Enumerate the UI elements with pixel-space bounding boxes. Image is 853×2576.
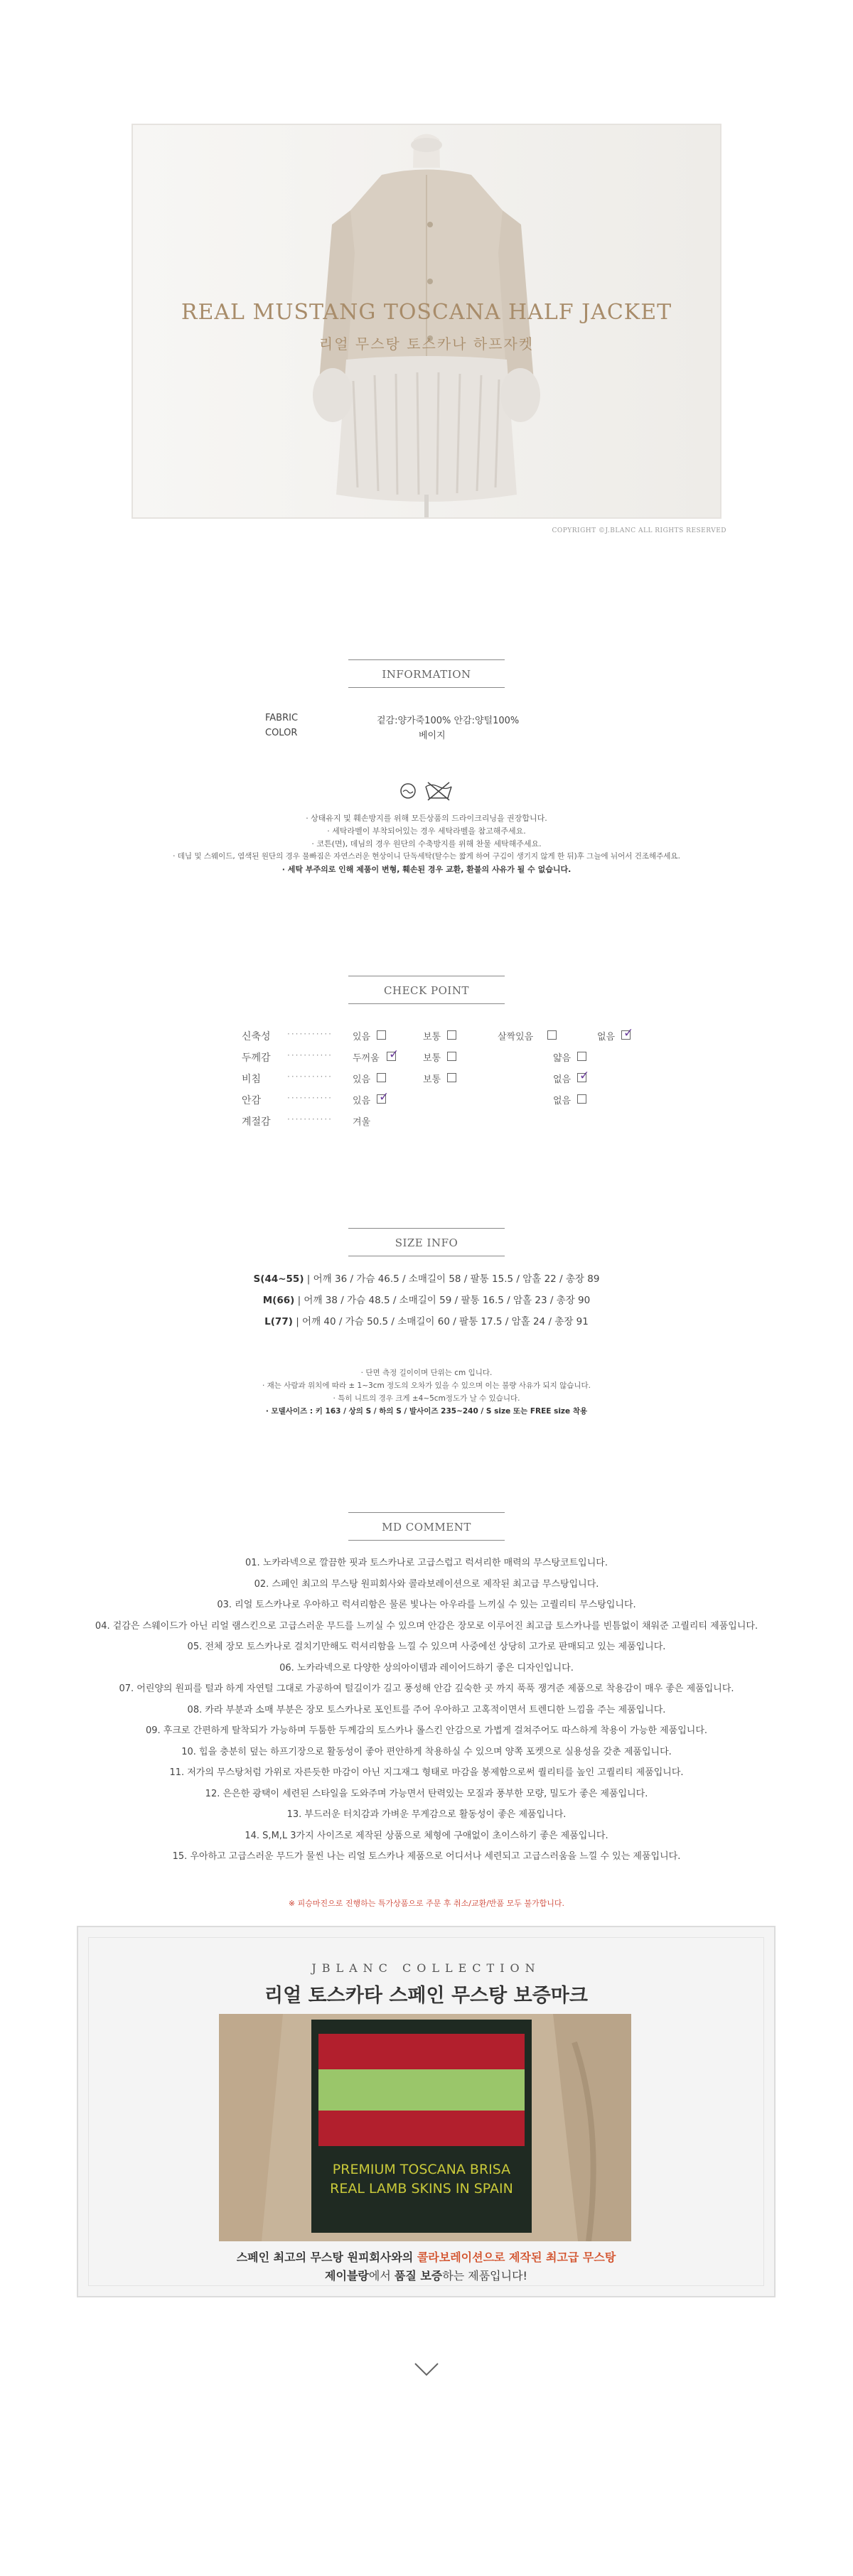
copyright-text: COPYRIGHT ©J.BLANC ALL RIGHTS RESERVED xyxy=(552,527,726,534)
md-comment-line: 15. 우아하고 고급스러운 무드가 물씬 나는 리얼 토스카나 제품으로 어디서나 세련되고 고급스러움을 느낄 수 있는 제품입니다. xyxy=(172,1851,681,1862)
section-title-check-point: CHECK POINT xyxy=(348,976,505,1004)
size-row-m xyxy=(0,1292,853,1306)
checkbox[interactable] xyxy=(577,1052,586,1061)
check-label: 비침 xyxy=(242,1074,262,1085)
md-comment-line: 01. 노카라넥으로 깔끔한 핏과 토스카나로 고급스럽고 럭셔리한 매력의 무스탕코트입니다. xyxy=(245,1558,608,1568)
md-comment-line: 11. 저가의 무스탕처럼 가위로 자른듯한 마감이 아닌 지그재그 형태로 마감을 봉제함으로써 퀄리티를 높인 고퀄리티 제품입니다. xyxy=(169,1767,684,1778)
checkbox-checked[interactable] xyxy=(621,1026,634,1040)
checkbox-checked[interactable] xyxy=(577,1069,590,1083)
desc-highlight: 콜라보레이션으로 제작된 최고급 무스탕 xyxy=(417,2251,616,2264)
hero-subtitle: 리얼 무스탕 토스카나 하프자켓 xyxy=(318,335,535,352)
check-dots: ··········· xyxy=(287,1114,333,1124)
size-detail: | 어깨 36 / 가슴 46.5 / 소매길이 58 / 팔통 15.5 / 암홀 22 / 총장 89 xyxy=(306,1273,600,1285)
desc-strong: 품질 보증 xyxy=(394,2269,443,2283)
md-comment-line: 07. 어린양의 원피를 털과 하게 자연털 그대로 가공하여 털길이가 길고 풍성해 안감 깊숙한 곳 까지 푹푹 쟁겨준 제품으로 착용감이 매우 좋은 제품입니다. xyxy=(119,1683,734,1694)
md-comment-line: 02. 스페인 최고의 무스탕 원피회사와 콜라보레이션으로 제작된 최고급 무스탕입니다. xyxy=(254,1578,599,1590)
check-option: 없음 xyxy=(553,1074,572,1085)
md-warning: ※ 피승마진으로 진행하는 특가상품으로 주문 후 취소/교환/반품 모두 불가합니다. xyxy=(288,1899,565,1908)
desc-post: 하는 제품입니다! xyxy=(442,2269,527,2283)
check-option: 두꺼움 xyxy=(353,1053,380,1064)
size-label: L(77) xyxy=(264,1316,293,1327)
guarantee-desc-line1 xyxy=(78,2248,774,2265)
size-note-2: · 재는 사람과 위치에 따라 ± 1~3cm 정도의 오차가 있을 수 있으며 이는 불량 사유가 되지 않습니다. xyxy=(262,1381,591,1390)
checkbox-checked[interactable] xyxy=(387,1047,399,1062)
section-title-information: INFORMATION xyxy=(348,659,505,688)
care-note-5: · 세탁 부주의로 인해 제품이 변형, 훼손된 경우 교환, 환불의 사유가 될 수 없습니다. xyxy=(281,865,572,874)
guarantee-label-photo xyxy=(219,2014,631,2241)
check-dots: ··········· xyxy=(287,1029,333,1039)
check-dots: ··········· xyxy=(287,1072,333,1082)
check-option: 얇음 xyxy=(553,1053,572,1064)
size-label: M(66) xyxy=(262,1295,295,1306)
checkbox[interactable] xyxy=(547,1030,557,1040)
label-text-line1: PREMIUM TOSCANA BRISA xyxy=(332,2162,511,2177)
section-title-md-comment: MD COMMENT xyxy=(348,1512,505,1541)
guarantee-panel xyxy=(77,1926,776,2297)
md-comment-line: 14. S,M,L 3가지 사이즈로 제작된 상품으로 체형에 구애없이 초이스하기 좋은 제품입니다. xyxy=(245,1830,608,1841)
checkbox[interactable] xyxy=(447,1052,456,1061)
check-option: 있음 xyxy=(353,1032,371,1042)
size-detail: | 어깨 38 / 가슴 48.5 / 소매길이 59 / 팔통 16.5 / 암홀 23 / 총장 90 xyxy=(297,1295,591,1306)
dryclean-icon xyxy=(399,782,417,799)
check-label: 계절감 xyxy=(242,1116,271,1128)
check-label: 두께감 xyxy=(242,1052,271,1064)
check-label: 신축성 xyxy=(242,1031,271,1042)
md-comment-line: 04. 겉감은 스웨이드가 아닌 리얼 램스킨으로 고급스러운 무드를 느끼실 수 있으며 안감은 장모로 이루어진 최고급 토스카나를 빈틈없이 채워준 고퀄리티 제품입니다. xyxy=(95,1620,758,1632)
chevron-down-icon[interactable] xyxy=(412,2361,441,2378)
desc-pre: 스페인 최고의 무스탕 원피회사와의 xyxy=(236,2251,417,2264)
checkbox[interactable] xyxy=(447,1073,456,1082)
md-comment-line: 09. 후크로 간편하게 탈착되가 가능하며 두툼한 두께감의 토스카나 롤스킨 안감으로 가볍게 걸쳐주어도 따스하게 착용이 가능한 제품입니다. xyxy=(145,1725,708,1736)
md-comment-line: 08. 카라 부분과 소매 부분은 장모 토스카나로 포인트를 주어 우아하고 고혹적이면서 트렌디한 느낌을 주는 제품입니다. xyxy=(187,1704,666,1715)
size-row-s xyxy=(0,1271,853,1285)
color-label: COLOR xyxy=(265,728,298,738)
care-note-3: · 코튼(면), 데님의 경우 원단의 수축방지를 위해 찬물 세탁해주세요. xyxy=(311,839,542,848)
hero-image xyxy=(132,124,721,519)
checkmark-icon: ✓ xyxy=(579,1069,590,1083)
md-comment-line: 12. 은은한 광택이 세련된 스타일을 도와주며 가능면서 탄력있는 모질과 풍부한 모량, 밀도가 좋은 제품입니다. xyxy=(205,1788,648,1799)
size-note-1: · 단면 측정 길이이며 단위는 cm 입니다. xyxy=(360,1369,493,1377)
check-dots: ··········· xyxy=(287,1050,333,1060)
care-note-2: · 세탁라벨이 부착되어있는 경우 세탁라벨을 참고해주세요. xyxy=(327,826,526,836)
check-option: 보통 xyxy=(423,1032,441,1042)
guarantee-title: 리얼 토스카타 스페인 무스탕 보증마크 xyxy=(264,1985,588,2007)
label-text-line2: REAL LAMB SKINS IN SPAIN xyxy=(330,2181,513,2197)
check-label: 안감 xyxy=(242,1095,262,1106)
fabric-value: 겉감:양가죽100% 안감:양털100% xyxy=(377,716,520,726)
desc-mid: 에서 xyxy=(368,2269,395,2283)
checkmark-icon: ✓ xyxy=(623,1026,634,1040)
check-option: 보통 xyxy=(423,1074,441,1085)
checkmark-icon: ✓ xyxy=(389,1047,399,1062)
desc-brand: 제이블랑 xyxy=(325,2269,369,2283)
md-comment-line: 05. 전체 장모 토스카나로 걸치기만해도 럭셔리함을 느낄 수 있으며 사중에선 상당히 고가로 판매되고 있는 제품입니다. xyxy=(187,1642,666,1652)
checkbox[interactable] xyxy=(377,1073,386,1082)
size-detail: | 어깨 40 / 가슴 50.5 / 소매길이 60 / 팔통 17.5 / 암홀 24 / 총장 91 xyxy=(296,1316,589,1327)
care-note-1: · 상태유지 및 훼손방지를 위해 모든상품의 드라이크리닝을 권장합니다. xyxy=(306,814,547,823)
size-note-3: · 특히 니트의 경우 크게 ±4~5cm정도가 날 수 있습니다. xyxy=(333,1394,520,1403)
checkbox[interactable] xyxy=(447,1030,456,1040)
checkbox-checked[interactable] xyxy=(377,1090,390,1104)
check-option: 없음 xyxy=(553,1096,572,1106)
checkbox[interactable] xyxy=(577,1094,586,1104)
checkbox[interactable] xyxy=(377,1030,386,1040)
check-option: 있음 xyxy=(353,1096,371,1106)
hero-title: REAL MUSTANG TOSCANA HALF JACKET xyxy=(181,300,672,325)
md-comment-line: 13. 부드러운 터치감과 가벼운 무게감으로 활동성이 좋은 제품입니다. xyxy=(286,1809,567,1820)
check-option: 겨울 xyxy=(353,1117,371,1128)
size-note-4: · 모델사이즈 : 키 163 / 상의 S / 하의 S / 발사이즈 235~240 / S size 또는 FREE size 착용 xyxy=(265,1407,588,1416)
check-option: 있음 xyxy=(353,1074,371,1085)
section-title-size-info: SIZE INFO xyxy=(348,1228,505,1256)
color-value: 베이지 xyxy=(419,731,446,741)
no-wash-icon xyxy=(424,781,454,801)
check-option: 없음 xyxy=(597,1032,616,1042)
check-option: 살짝있음 xyxy=(498,1032,534,1042)
size-label: S(44~55) xyxy=(253,1273,304,1285)
check-dots: ··········· xyxy=(287,1093,333,1103)
guarantee-desc-line2 xyxy=(78,2267,774,2283)
check-option: 보통 xyxy=(423,1053,441,1064)
checkmark-icon: ✓ xyxy=(379,1090,390,1104)
md-comment-line: 10. 힙을 충분히 덮는 하프기장으로 활동성이 좋아 편안하게 착용하실 수 있으며 양쪽 포켓으로 실용성을 갖춘 제품입니다. xyxy=(181,1746,672,1757)
size-row-l xyxy=(0,1313,853,1327)
fabric-label: FABRIC xyxy=(265,713,299,723)
collection-label: JBLANC COLLECTION xyxy=(311,1961,541,1975)
care-note-4: · 데님 및 스웨이드, 염색된 원단의 경우 물빠짐은 자연스러운 현상이니 단독세탁(탈수는 짧게 하여 구김이 생기지 않게 한 뒤)후 그늘에 뉘어서 건조해주세요. xyxy=(173,852,680,861)
md-comment-line: 06. 노카라넥으로 다양한 상의아이템과 레이어드하기 좋은 디자인입니다. xyxy=(279,1662,574,1674)
md-comment-line: 03. 리얼 토스카나로 우아하고 럭셔리함은 물론 빛나는 아우라를 느끼실 수 있는 고퀄리티 무스탕입니다. xyxy=(217,1600,636,1610)
